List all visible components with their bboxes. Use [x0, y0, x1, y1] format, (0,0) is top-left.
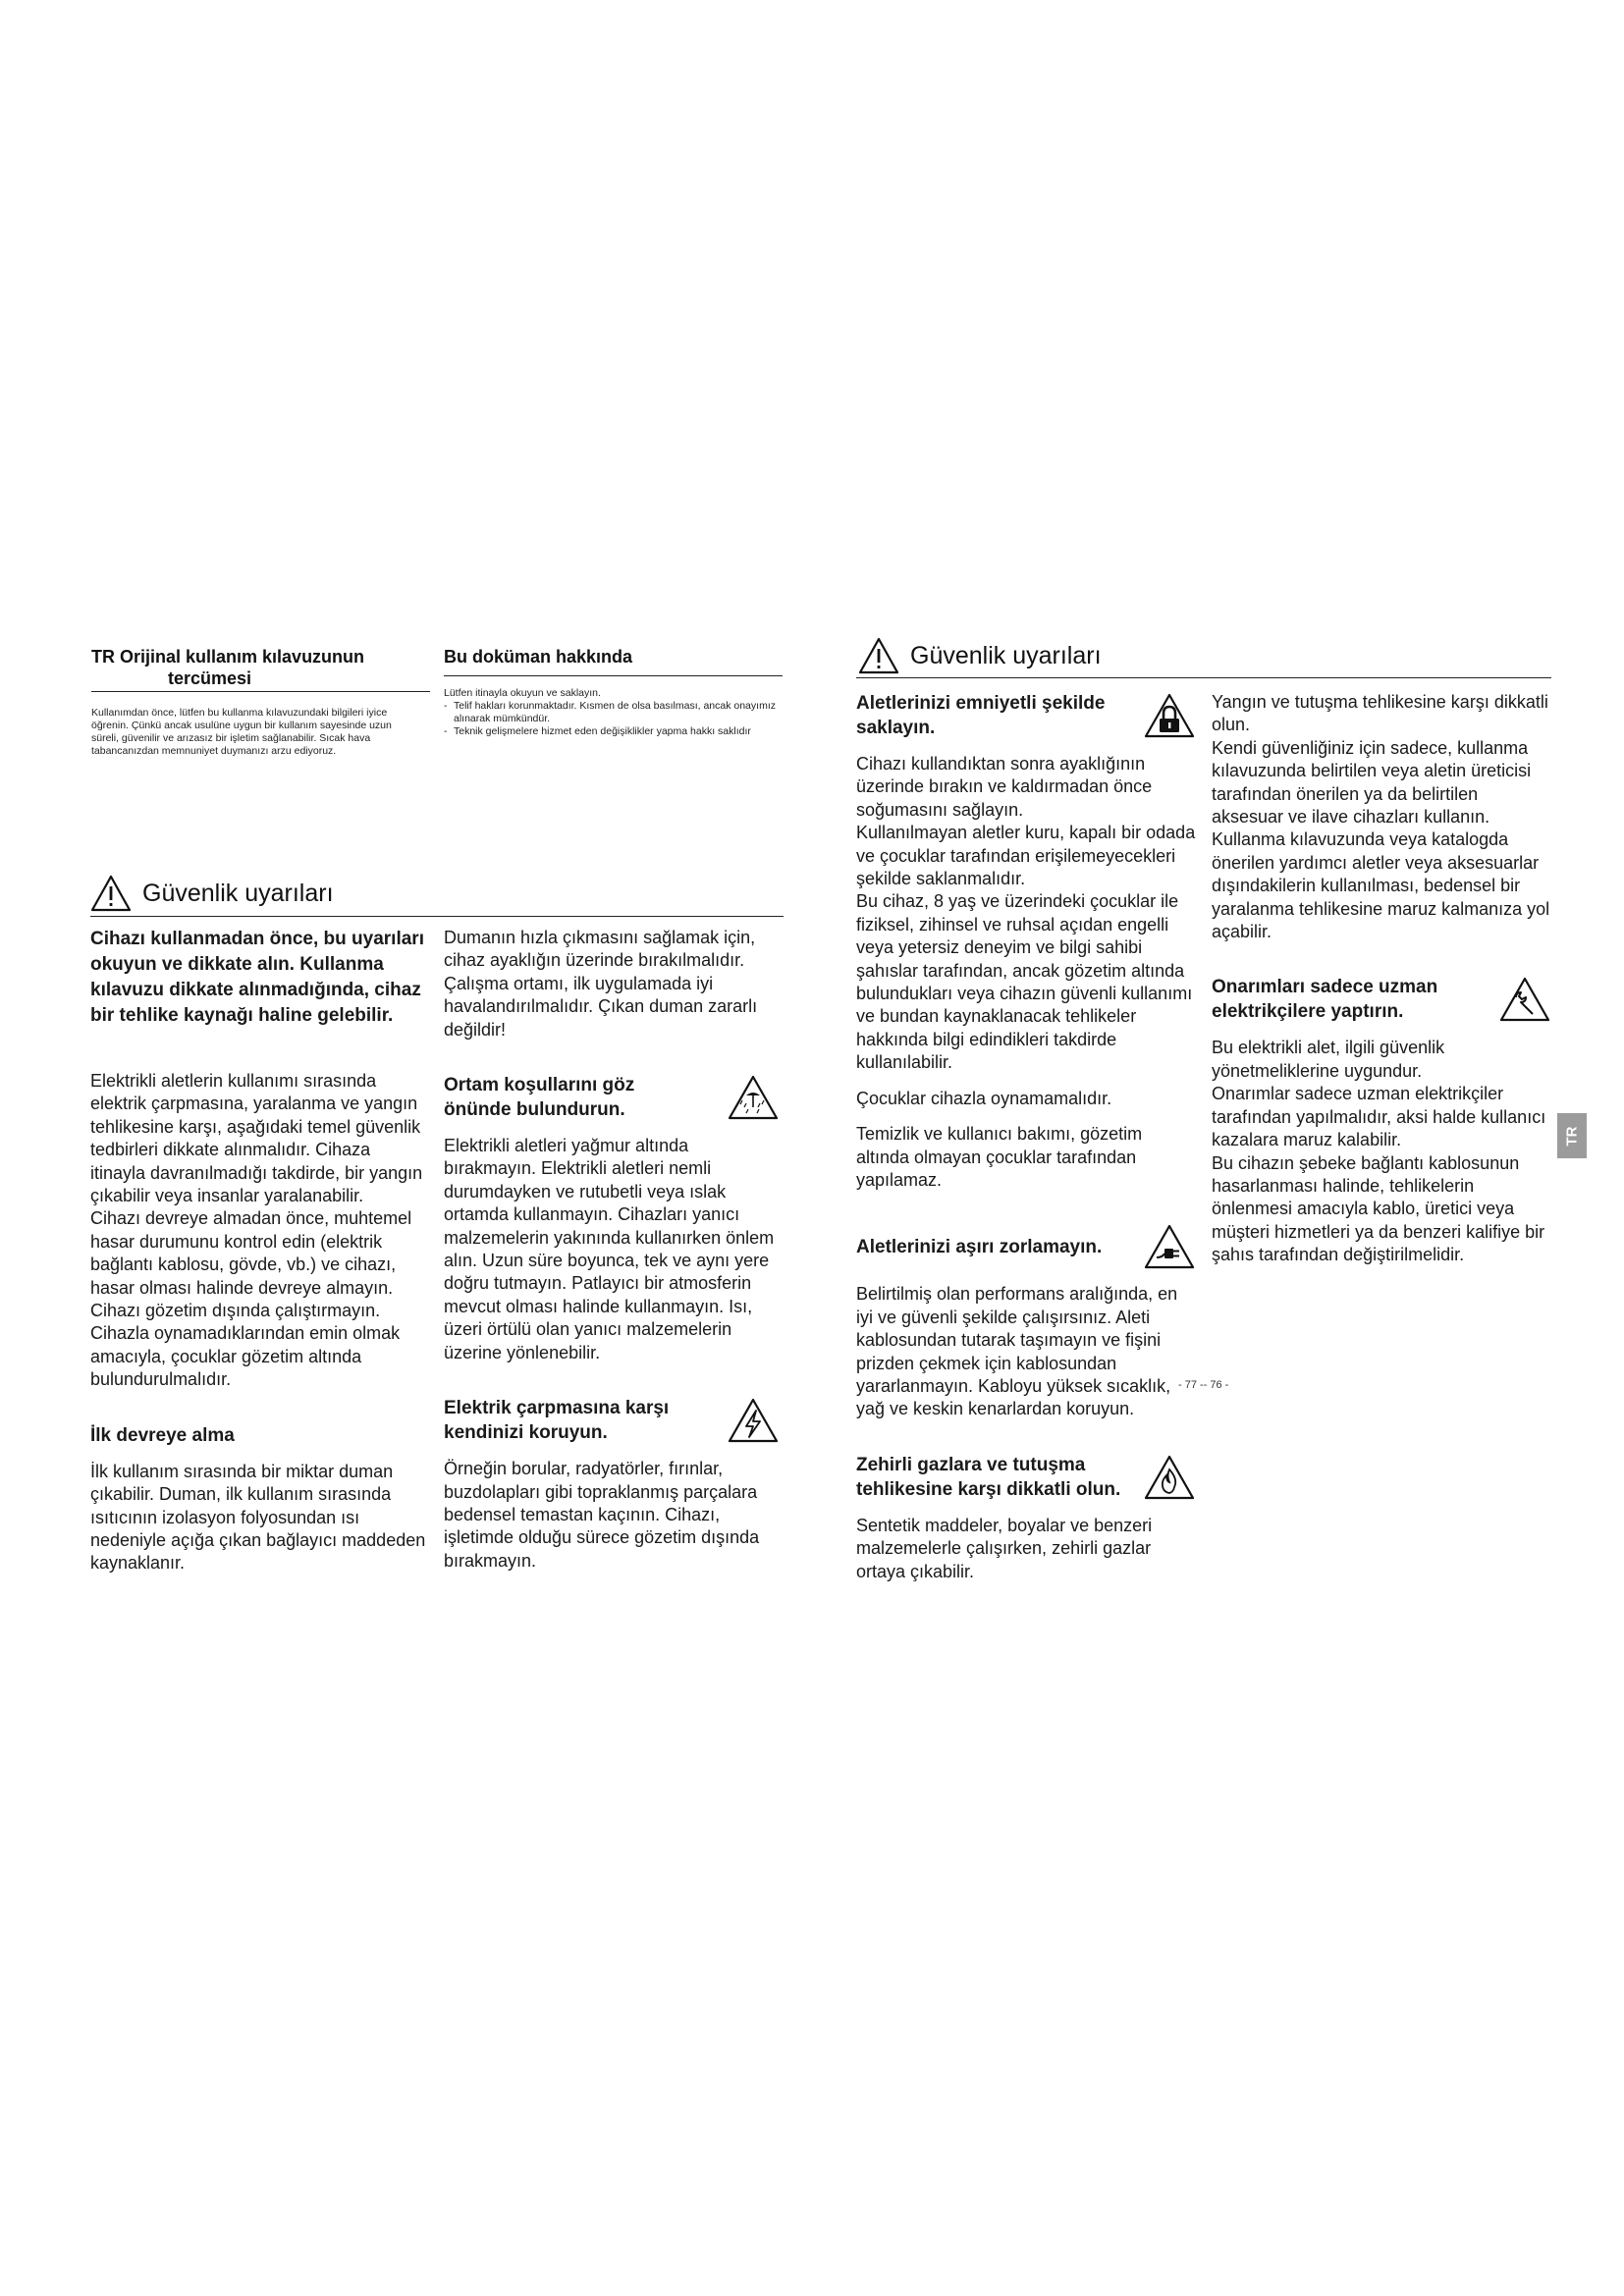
- language-tab-label: TR: [1563, 1126, 1581, 1146]
- paragraph: Cihazı devreye almadan önce, muhtemel hasar durumunu kontrol edin (elektrik bağlantı kablosu, gövde, vb.) ve cihazı, hasar olması halinde devreye almayın.: [90, 1208, 412, 1298]
- rain-warning-icon: [727, 1074, 780, 1121]
- paragraph: Onarımlar sadece uzman elektrikçiler tarafından yapılmalıdır, aksi halde kullanıcı kazalara maruz kalabilir.: [1212, 1084, 1546, 1150]
- safety-title-left: [89, 874, 334, 913]
- paragraph: Elektrikli aletlerin kullanımı sırasında elektrik çarpmasına, yaralanma ve yangın tehlikesine karşı, aşağıdaki temel güvenlik tedbirleri dikkate alınmalıdır. Cihaza itinayla davranılmadığı takdirde, bir yangın çıkabilir veya insanlar yaralanabilir.: [90, 1071, 423, 1206]
- gas-heading: [856, 1453, 1196, 1502]
- about-text: [444, 687, 778, 738]
- about-item: - Telif hakları korunmaktadır. Kısmen de olsa basılması, ancak onayımız alınarak mümkündür.: [444, 700, 778, 725]
- shock-title: Elektrik çarpmasına karşı kendinizi koruyun.: [444, 1398, 670, 1444]
- force-title: Aletlerinizi aşırı zorlamayın.: [856, 1236, 1103, 1257]
- header-divider-left: [91, 691, 430, 692]
- fire-warning-icon: [1143, 1454, 1196, 1501]
- language-tab: [1557, 1113, 1587, 1158]
- safety-divider-right: [856, 677, 1551, 678]
- translation-header: [91, 646, 430, 689]
- repair-warning-icon: [1498, 976, 1551, 1023]
- paragraph: Cihazı gözetim dışında çalıştırmayın. Cihazla oynamadıklarından emin olmak amacıyla, çocuklar gözetim altında bulundurulmalıdır.: [90, 1301, 401, 1390]
- force-heading: [856, 1223, 1196, 1270]
- warning-triangle-icon: [89, 874, 133, 913]
- intro-warning: Cihazı kullanmadan önce, bu uyarıları okuyun ve dikkate alın. Kullanma kılavuzu dikkate alınmadığında, cihaz bir tehlike kaynağı haline gelebilir.: [90, 929, 424, 1026]
- paragraph: Kullanma kılavuzunda veya katalogda önerilen yardımcı aletler veya aksesuarlar dışındakilerin kullanılması, bedensel bir yaralanma tehlikesine maruz kalmanıza yol açabilir.: [1212, 829, 1550, 942]
- repair-heading: [1212, 975, 1551, 1024]
- translation-text: [91, 707, 420, 758]
- safety-title-text: Güvenlik uyarıları: [910, 642, 1102, 669]
- store-heading: [856, 691, 1196, 740]
- translation-title-line1: TR Orijinal kullanım kılavuzunun: [91, 647, 365, 667]
- first-use-title: İlk devreye alma: [90, 1424, 235, 1446]
- right-column-1: [856, 691, 1196, 1583]
- safety-title-text: Güvenlik uyarıları: [142, 880, 334, 907]
- left-column-2: [444, 927, 780, 1573]
- gas-text: Sentetik maddeler, boyalar ve benzeri malzemelerle çalışırken, zehirli gazlar ortaya çıkabilir.: [856, 1515, 1153, 1581]
- about-item: - Teknik gelişmelere hizmet eden değişiklikler yapma hakkı saklıdır: [444, 725, 778, 738]
- env-title: Ortam koşullarını göz önünde bulundurun.: [444, 1075, 635, 1121]
- paragraph: Kullanılmayan aletler kuru, kapalı bir odada ve çocuklar tarafından erişilemeyecekleri şekilde saklanmalıdır.: [856, 823, 1196, 889]
- about-title: Bu doküman hakkında: [444, 647, 633, 667]
- paragraph: Yangın ve tutuşma tehlikesine karşı dikkatli olun.: [1212, 692, 1548, 735]
- right-column-2: [1212, 691, 1551, 1267]
- shock-heading: [444, 1396, 780, 1445]
- repair-title: Onarımları sadece uzman elektrikçilere yaptırın.: [1212, 977, 1438, 1023]
- page-number: - 77 -- 76 -: [1178, 1379, 1229, 1391]
- paragraph: Bu elektrikli alet, ilgili güvenlik yönetmeliklerine uygundur.: [1212, 1038, 1445, 1081]
- safety-title-right: [857, 636, 1102, 675]
- env-text: Elektrikli aletleri yağmur altında bırakmayın. Elektrikli aletleri nemli durumdayken ve rutubetli veya ıslak ortamda kullanmayın. Cihazları yanıcı malzemelerin yakınında kullanırken önlem alın. Uzun süre boyunca, tek ve aynı yere doğru tutmayın. Patlayıcı bir atmosferin mevcut olması halinde kullanmayın. Isı, üzeri örtülü olan yanıcı malzemelerin üzerine yönlenebilir.: [444, 1136, 775, 1362]
- paragraph: Temizlik ve kullanıcı bakımı, gözetim altında olmayan çocuklar tarafından yapılamaz.: [856, 1124, 1143, 1190]
- paragraph: Kendi güvenliğiniz için sadece, kullanma kılavuzunda belirtilen veya aletin üreticisi tarafından önerilen ya da belirtilen aksesuar ve ilave cihazları kullanın.: [1212, 737, 1532, 828]
- paragraph: Bu cihaz, 8 yaş ve üzerindeki çocuklar ile fiziksel, zihinsel ve ruhsal açıdan engelli veya yetersiz deneyim ve bilgi sahibi şahıslar tarafından, ancak gözetim altında bulundukları veya cihazın güvenli kullanımı ve bundan kaynaklanacak tehlikeler hakkında bilgi edindikleri takdirde kullanılabilir.: [856, 891, 1193, 1073]
- plug-warning-icon: [1143, 1223, 1196, 1270]
- translation-title-line2: tercümesi: [168, 668, 252, 688]
- paragraph: Dumanın hızla çıkmasını sağlamak için, cihaz ayaklığın üzerinde bırakılmalıdır. Çalışma ortamı, ilk uygulamada iyi havalandırılmalıdır. Çıkan duman zararlı değildir!: [444, 928, 758, 1040]
- translation-paragraph: Kullanımdan önce, lütfen bu kullanma kılavuzundaki bilgileri iyice öğrenin. Çünkü ancak usulüne uygun bir kullanım sayesinde uzun süreli, güvenilir ve arızasız bir işletim sağlanabilir. Sıcak hava tabancanızdan memnuniyet duymanızı arzu ediyoruz.: [91, 707, 392, 757]
- first-use-text: İlk kullanım sırasında bir miktar duman çıkabilir. Duman, ilk kullanım sırasında ısıtıcının izolasyon folyosundan ısı nedeniyle açığa çıkan bağlayıcı maddeden kaynaklanır.: [90, 1461, 426, 1574]
- header-divider-right: [444, 675, 783, 676]
- safety-divider-left: [90, 916, 784, 917]
- lock-icon: [1143, 692, 1196, 739]
- warning-triangle-icon: [857, 636, 900, 675]
- gas-title: Zehirli gazlara ve tutuşma tehlikesine karşı dikkatli olun.: [856, 1454, 1121, 1500]
- force-text: Belirtilmiş olan performans aralığında, en iyi ve güvenli şekilde çalışırsınız. Aleti kablosundan tutarak taşımayın ve fişini prizden çekmek için kablosundan yararlanmayın. Kabloyu yüksek sıcaklık, yağ ve keskin kenarlardan koruyun.: [856, 1284, 1178, 1419]
- paragraph: Cihazı kullandıktan sonra ayaklığının üzerinde bırakın ve kaldırmadan önce soğumasını sağlayın.: [856, 754, 1153, 820]
- paragraph: Çocuklar cihazla oynamamalıdır.: [856, 1088, 1112, 1108]
- electric-shock-icon: [727, 1397, 780, 1444]
- left-column-1: [90, 927, 426, 1575]
- store-title: Aletlerinizi emniyetli şekilde saklayın.: [856, 693, 1106, 738]
- shock-text: Örneğin borular, radyatörler, fırınlar, buzdolapları gibi topraklanmış parçalara bedensel temastan kaçının. Cihazı, işletimde olduğu sürece gözetim dışında bırakmayın.: [444, 1459, 760, 1571]
- env-heading: [444, 1073, 780, 1122]
- translation-title: [91, 646, 430, 689]
- about-list: [444, 700, 778, 738]
- about-intro: Lütfen itinayla okuyun ve saklayın.: [444, 687, 601, 699]
- paragraph: Bu cihazın şebeke bağlantı kablosunun hasarlanması halinde, tehlikelerin önlenmesi amacıyla kablo, üretici veya müşteri hizmetleri ya da benzeri kalifiye bir şahıs tarafından değiştirilmelidir.: [1212, 1152, 1545, 1265]
